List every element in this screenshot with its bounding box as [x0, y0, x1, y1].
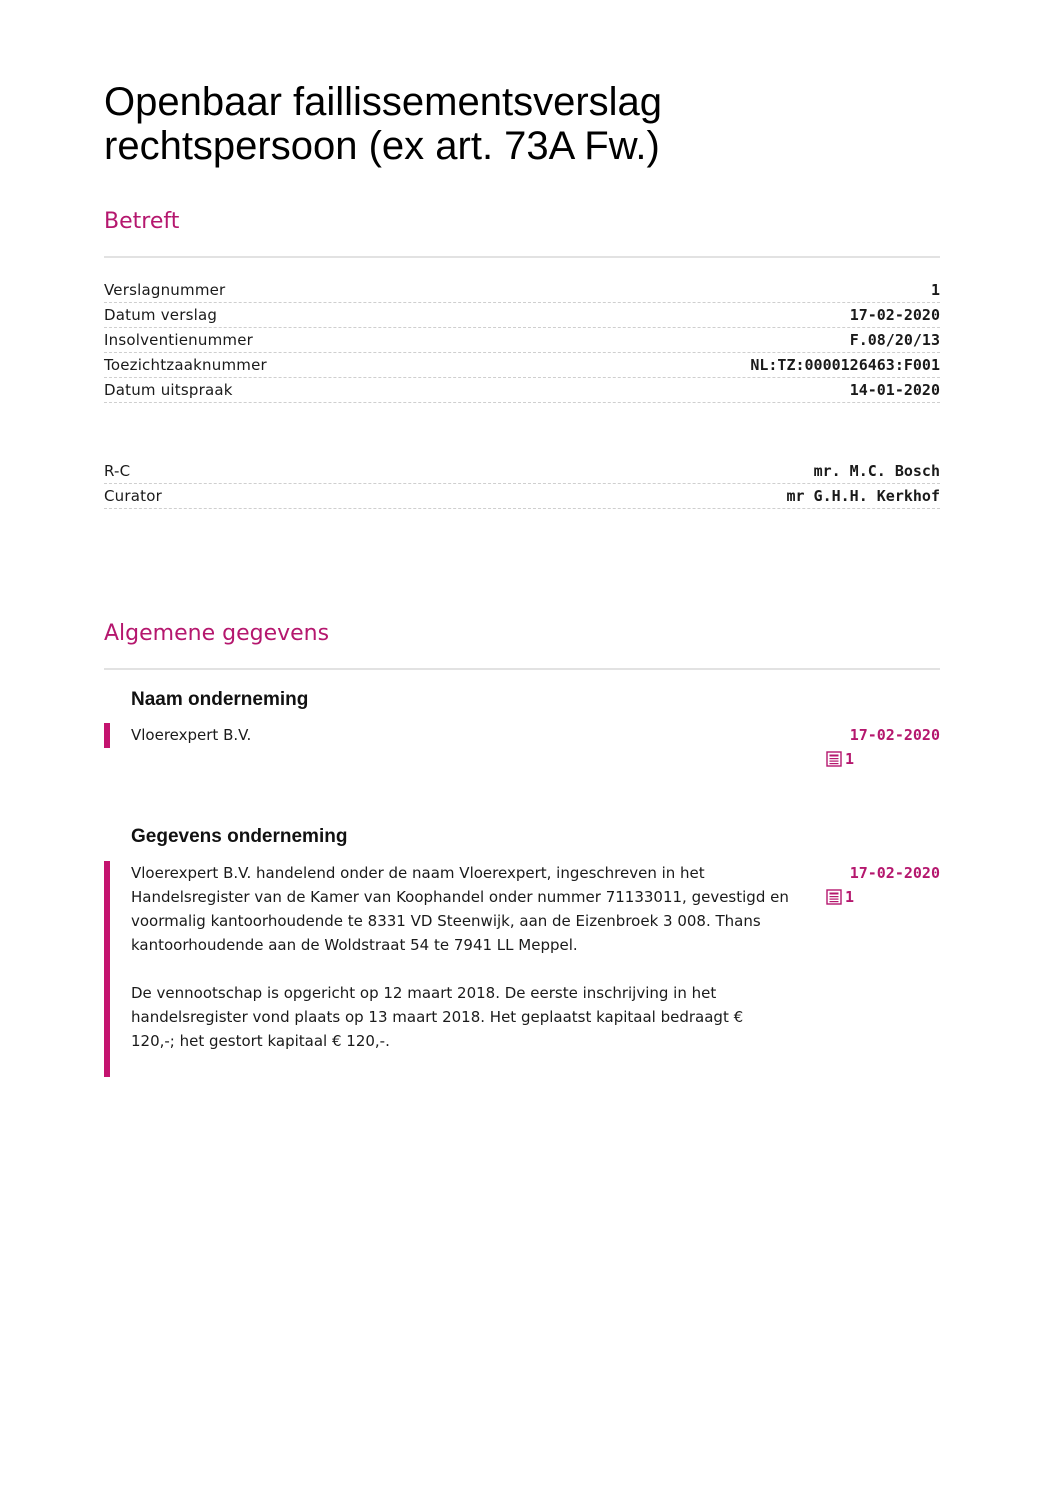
document-title-line-1: Openbaar faillissementsverslag	[104, 80, 663, 124]
table-row	[104, 459, 940, 484]
row-label: Datum verslag	[104, 306, 218, 324]
entry-date: 17-02-2020	[849, 726, 940, 744]
report-reference[interactable]	[826, 885, 866, 909]
report-reference-number: 1	[845, 888, 855, 906]
row-label: R-C	[104, 462, 131, 480]
entry-marker-bar	[104, 861, 110, 1077]
section-divider	[104, 668, 940, 670]
section-divider	[104, 256, 940, 258]
report-reference[interactable]	[826, 747, 866, 771]
table-row	[104, 328, 940, 353]
table-row	[104, 303, 940, 328]
entry-gegevens-onderneming	[104, 861, 940, 1077]
row-value: 14-01-2020	[849, 381, 940, 399]
table-row	[104, 378, 940, 403]
row-value: mr. M.C. Bosch	[813, 462, 940, 480]
document-title	[104, 80, 940, 168]
section-heading-algemene-gegevens: Algemene gegevens	[104, 621, 330, 646]
case-details-table	[104, 278, 940, 403]
subheading-gegevens-onderneming: Gegevens onderneming	[131, 826, 348, 847]
row-value: F.08/20/13	[849, 331, 940, 349]
entry-text	[131, 723, 791, 747]
entry-marker-bar	[104, 723, 110, 748]
persons-table	[104, 459, 940, 509]
table-row	[104, 278, 940, 303]
row-value: mr G.H.H. Kerkhof	[786, 487, 940, 505]
entry-text	[131, 861, 791, 1053]
row-label: Toezichtzaaknummer	[104, 356, 267, 374]
row-value: NL:TZ:0000126463:F001	[750, 356, 940, 374]
document-icon	[826, 751, 842, 767]
row-label: Datum uitspraak	[104, 381, 233, 399]
entry-paragraph: Vloerexpert B.V. handelend onder de naam Vloerexpert, ingeschreven in het Handelsregister van de Kamer van Koophandel onder nummer 71133011, gevestigd en voormalig kantoorhoudende te 8331 VD Steenwijk, aan de Eizenbroek 3 008. Thans kantoorhoudende aan de Woldstraat 54 te 7941 LL Meppel.	[131, 864, 789, 954]
row-label: Verslagnummer	[104, 281, 226, 299]
table-row	[104, 484, 940, 509]
entry-meta	[820, 723, 940, 747]
row-label: Insolventienummer	[104, 331, 254, 349]
table-row	[104, 353, 940, 378]
section-heading-betreft: Betreft	[104, 209, 180, 234]
subheading-naam-onderneming: Naam onderneming	[131, 689, 309, 710]
row-value: 17-02-2020	[849, 306, 940, 324]
document-title-line-2: rechtspersoon (ex art. 73A Fw.)	[104, 124, 660, 168]
entry-naam-onderneming	[104, 723, 940, 773]
entry-date: 17-02-2020	[849, 864, 940, 882]
document-icon	[826, 889, 842, 905]
entry-paragraph: Vloerexpert B.V.	[131, 726, 252, 744]
entry-paragraph: De vennootschap is opgericht op 12 maart 2018. De eerste inschrijving in het handelsregister vond plaats op 13 maart 2018. Het geplaatst kapitaal bedraagt € 120,-; het gestort kapitaal € 120,-.	[131, 984, 744, 1050]
row-value: 1	[930, 281, 940, 299]
row-label: Curator	[104, 487, 162, 505]
entry-meta	[820, 861, 940, 885]
report-reference-number: 1	[845, 750, 855, 768]
